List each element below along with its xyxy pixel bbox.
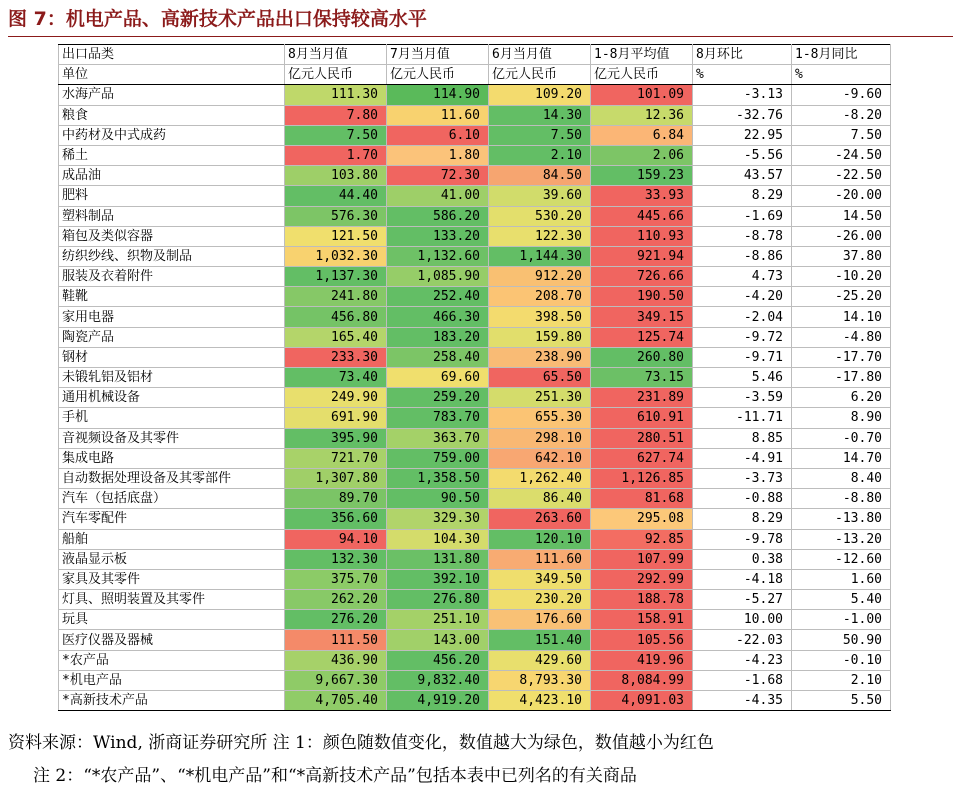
category-cell: 稀土	[59, 145, 285, 165]
value-cell: 133.20	[387, 226, 489, 246]
category-cell: 通用机械设备	[59, 388, 285, 408]
value-cell: 398.50	[489, 307, 591, 327]
value-cell: 466.30	[387, 307, 489, 327]
unit-cell: 亿元人民币	[489, 65, 591, 85]
value-cell: 6.10	[387, 125, 489, 145]
category-cell: 汽车零配件	[59, 509, 285, 529]
table-row	[59, 327, 891, 347]
table-row	[59, 691, 891, 711]
header-cell: 8月当月值	[285, 45, 387, 65]
value-cell: 1,126.85	[591, 468, 693, 488]
value-cell: 22.95	[693, 125, 792, 145]
category-cell: 鞋靴	[59, 287, 285, 307]
value-cell: 7.50	[792, 125, 891, 145]
value-cell: 0.38	[693, 549, 792, 569]
value-cell: 4,091.03	[591, 691, 693, 711]
category-cell: 成品油	[59, 166, 285, 186]
value-cell: 349.50	[489, 569, 591, 589]
value-cell: 121.50	[285, 226, 387, 246]
value-cell: 7.50	[489, 125, 591, 145]
value-cell: -24.50	[792, 145, 891, 165]
unit-cell: 亿元人民币	[285, 65, 387, 85]
value-cell: 50.90	[792, 630, 891, 650]
value-cell: 159.80	[489, 327, 591, 347]
unit-cell: %	[693, 65, 792, 85]
category-cell: 船舶	[59, 529, 285, 549]
export-table	[58, 44, 891, 711]
value-cell: 329.30	[387, 509, 489, 529]
value-cell: 1,137.30	[285, 267, 387, 287]
header-cell: 1-8月同比	[792, 45, 891, 65]
value-cell: 726.66	[591, 267, 693, 287]
value-cell: 122.30	[489, 226, 591, 246]
value-cell: 4,423.10	[489, 691, 591, 711]
category-cell: 塑料制品	[59, 206, 285, 226]
value-cell: 89.70	[285, 489, 387, 509]
value-cell: 375.70	[285, 569, 387, 589]
value-cell: 6.84	[591, 125, 693, 145]
value-cell: -10.20	[792, 267, 891, 287]
table-row	[59, 408, 891, 428]
category-cell: *高新技术产品	[59, 691, 285, 711]
value-cell: 1,262.40	[489, 468, 591, 488]
category-cell: 玩具	[59, 610, 285, 630]
value-cell: 280.51	[591, 428, 693, 448]
value-cell: 92.85	[591, 529, 693, 549]
value-cell: -0.10	[792, 650, 891, 670]
value-cell: 721.70	[285, 448, 387, 468]
table-row	[59, 509, 891, 529]
value-cell: 159.23	[591, 166, 693, 186]
value-cell: 94.10	[285, 529, 387, 549]
value-cell: -17.80	[792, 368, 891, 388]
table-row	[59, 630, 891, 650]
table-row	[59, 105, 891, 125]
unit-cell: 亿元人民币	[387, 65, 489, 85]
table-row	[59, 85, 891, 105]
value-cell: 5.46	[693, 368, 792, 388]
table-row	[59, 368, 891, 388]
value-cell: 14.50	[792, 206, 891, 226]
value-cell: 165.40	[285, 327, 387, 347]
value-cell: -4.35	[693, 691, 792, 711]
value-cell: 73.40	[285, 368, 387, 388]
value-cell: 183.20	[387, 327, 489, 347]
value-cell: -12.60	[792, 549, 891, 569]
value-cell: 84.50	[489, 166, 591, 186]
value-cell: -32.76	[693, 105, 792, 125]
value-cell: -22.50	[792, 166, 891, 186]
value-cell: 1.80	[387, 145, 489, 165]
unit-row	[59, 65, 891, 85]
category-cell: 集成电路	[59, 448, 285, 468]
value-cell: 576.30	[285, 206, 387, 226]
value-cell: 7.80	[285, 105, 387, 125]
category-cell: 服装及衣着附件	[59, 267, 285, 287]
value-cell: 105.56	[591, 630, 693, 650]
category-cell: 粮食	[59, 105, 285, 125]
table-row	[59, 448, 891, 468]
category-cell: 手机	[59, 408, 285, 428]
value-cell: 395.90	[285, 428, 387, 448]
table-row	[59, 489, 891, 509]
value-cell: 132.30	[285, 549, 387, 569]
category-cell: 中药材及中式成药	[59, 125, 285, 145]
table-row	[59, 226, 891, 246]
value-cell: 263.60	[489, 509, 591, 529]
value-cell: 921.94	[591, 246, 693, 266]
value-cell: 530.20	[489, 206, 591, 226]
value-cell: 429.60	[489, 650, 591, 670]
value-cell: 8.90	[792, 408, 891, 428]
value-cell: 233.30	[285, 347, 387, 367]
value-cell: -3.13	[693, 85, 792, 105]
value-cell: 586.20	[387, 206, 489, 226]
value-cell: 12.36	[591, 105, 693, 125]
value-cell: 238.90	[489, 347, 591, 367]
value-cell: 72.30	[387, 166, 489, 186]
value-cell: 1.60	[792, 569, 891, 589]
value-cell: -22.03	[693, 630, 792, 650]
value-cell: 783.70	[387, 408, 489, 428]
table-row	[59, 650, 891, 670]
value-cell: 251.10	[387, 610, 489, 630]
value-cell: 1,307.80	[285, 468, 387, 488]
category-cell: 钢材	[59, 347, 285, 367]
table-row	[59, 590, 891, 610]
value-cell: 1,144.30	[489, 246, 591, 266]
value-cell: 125.74	[591, 327, 693, 347]
value-cell: 295.08	[591, 509, 693, 529]
value-cell: 4.73	[693, 267, 792, 287]
value-cell: 1,085.90	[387, 267, 489, 287]
value-cell: 90.50	[387, 489, 489, 509]
table-row	[59, 267, 891, 287]
value-cell: 81.68	[591, 489, 693, 509]
header-cell: 7月当月值	[387, 45, 489, 65]
value-cell: -3.73	[693, 468, 792, 488]
value-cell: 176.60	[489, 610, 591, 630]
value-cell: 356.60	[285, 509, 387, 529]
value-cell: 8.29	[693, 186, 792, 206]
value-cell: 298.10	[489, 428, 591, 448]
value-cell: 188.78	[591, 590, 693, 610]
value-cell: 456.20	[387, 650, 489, 670]
table-row	[59, 246, 891, 266]
value-cell: -9.78	[693, 529, 792, 549]
value-cell: 103.80	[285, 166, 387, 186]
source-note: 资料来源：Wind, 浙商证券研究所 注 1：颜色随数值变化，数值越大为绿色，数值越小为红色	[8, 733, 714, 753]
table-row	[59, 307, 891, 327]
value-cell: 392.10	[387, 569, 489, 589]
value-cell: -2.04	[693, 307, 792, 327]
value-cell: 249.90	[285, 388, 387, 408]
value-cell: 114.90	[387, 85, 489, 105]
table-row	[59, 468, 891, 488]
value-cell: 276.80	[387, 590, 489, 610]
value-cell: -4.20	[693, 287, 792, 307]
category-cell: 肥料	[59, 186, 285, 206]
value-cell: -8.78	[693, 226, 792, 246]
value-cell: 43.57	[693, 166, 792, 186]
table-row	[59, 388, 891, 408]
value-cell: -9.60	[792, 85, 891, 105]
value-cell: -26.00	[792, 226, 891, 246]
footnote-2: 注 2：“*农产品”、“*机电产品”和“*高新技术产品”包括本表中已列名的有关商品	[33, 766, 637, 786]
header-cell: 1-8月平均值	[591, 45, 693, 65]
value-cell: 759.00	[387, 448, 489, 468]
category-cell: 自动数据处理设备及其零部件	[59, 468, 285, 488]
value-cell: -13.20	[792, 529, 891, 549]
value-cell: -8.86	[693, 246, 792, 266]
value-cell: 231.89	[591, 388, 693, 408]
value-cell: 69.60	[387, 368, 489, 388]
value-cell: 158.91	[591, 610, 693, 630]
table-row	[59, 125, 891, 145]
value-cell: 14.70	[792, 448, 891, 468]
value-cell: 262.20	[285, 590, 387, 610]
header-cell: 6月当月值	[489, 45, 591, 65]
value-cell: 8,084.99	[591, 670, 693, 690]
value-cell: 2.10	[489, 145, 591, 165]
value-cell: -13.80	[792, 509, 891, 529]
table-row	[59, 549, 891, 569]
value-cell: 2.10	[792, 670, 891, 690]
value-cell: 73.15	[591, 368, 693, 388]
unit-cell: 亿元人民币	[591, 65, 693, 85]
value-cell: -4.23	[693, 650, 792, 670]
value-cell: 241.80	[285, 287, 387, 307]
value-cell: 363.70	[387, 428, 489, 448]
value-cell: 1,358.50	[387, 468, 489, 488]
value-cell: -17.70	[792, 347, 891, 367]
value-cell: 258.40	[387, 347, 489, 367]
value-cell: 107.99	[591, 549, 693, 569]
value-cell: 37.80	[792, 246, 891, 266]
table-row	[59, 670, 891, 690]
table-row	[59, 569, 891, 589]
value-cell: 642.10	[489, 448, 591, 468]
value-cell: 8.40	[792, 468, 891, 488]
value-cell: 456.80	[285, 307, 387, 327]
value-cell: -1.00	[792, 610, 891, 630]
header-row	[59, 45, 891, 65]
value-cell: -0.70	[792, 428, 891, 448]
value-cell: -4.18	[693, 569, 792, 589]
value-cell: 111.50	[285, 630, 387, 650]
category-cell: 箱包及类似容器	[59, 226, 285, 246]
table-row	[59, 186, 891, 206]
value-cell: 276.20	[285, 610, 387, 630]
category-cell: 未锻轧铝及铝材	[59, 368, 285, 388]
value-cell: 39.60	[489, 186, 591, 206]
value-cell: 1.70	[285, 145, 387, 165]
value-cell: 7.50	[285, 125, 387, 145]
value-cell: 86.40	[489, 489, 591, 509]
value-cell: -20.00	[792, 186, 891, 206]
category-cell: 灯具、照明装置及其零件	[59, 590, 285, 610]
value-cell: 120.10	[489, 529, 591, 549]
value-cell: 151.40	[489, 630, 591, 650]
value-cell: 41.00	[387, 186, 489, 206]
value-cell: 10.00	[693, 610, 792, 630]
value-cell: 349.15	[591, 307, 693, 327]
value-cell: -8.80	[792, 489, 891, 509]
table-row	[59, 166, 891, 186]
category-cell: 音视频设备及其零件	[59, 428, 285, 448]
category-cell: *农产品	[59, 650, 285, 670]
value-cell: -4.80	[792, 327, 891, 347]
value-cell: 9,667.30	[285, 670, 387, 690]
value-cell: 292.99	[591, 569, 693, 589]
table-row	[59, 347, 891, 367]
category-cell: 水海产品	[59, 85, 285, 105]
table-row	[59, 610, 891, 630]
category-cell: 家具及其零件	[59, 569, 285, 589]
value-cell: -1.69	[693, 206, 792, 226]
value-cell: 101.09	[591, 85, 693, 105]
value-cell: 627.74	[591, 448, 693, 468]
value-cell: 131.80	[387, 549, 489, 569]
value-cell: 14.30	[489, 105, 591, 125]
unit-cell: 单位	[59, 65, 285, 85]
value-cell: 65.50	[489, 368, 591, 388]
title-rule	[8, 36, 953, 37]
category-cell: 液晶显示板	[59, 549, 285, 569]
value-cell: 230.20	[489, 590, 591, 610]
table-row	[59, 428, 891, 448]
value-cell: 104.30	[387, 529, 489, 549]
value-cell: -4.91	[693, 448, 792, 468]
table-row	[59, 529, 891, 549]
value-cell: 33.93	[591, 186, 693, 206]
value-cell: 9,832.40	[387, 670, 489, 690]
value-cell: 44.40	[285, 186, 387, 206]
category-cell: *机电产品	[59, 670, 285, 690]
value-cell: 655.30	[489, 408, 591, 428]
category-cell: 纺织纱线、织物及制品	[59, 246, 285, 266]
value-cell: 251.30	[489, 388, 591, 408]
category-cell: 陶瓷产品	[59, 327, 285, 347]
unit-cell: %	[792, 65, 891, 85]
value-cell: 143.00	[387, 630, 489, 650]
value-cell: 111.30	[285, 85, 387, 105]
value-cell: 8.29	[693, 509, 792, 529]
category-cell: 汽车（包括底盘）	[59, 489, 285, 509]
value-cell: 110.93	[591, 226, 693, 246]
table-body	[59, 45, 891, 711]
category-cell: 医疗仪器及器械	[59, 630, 285, 650]
category-cell: 家用电器	[59, 307, 285, 327]
value-cell: -0.88	[693, 489, 792, 509]
value-cell: -8.20	[792, 105, 891, 125]
figure-title: 图 7：机电产品、高新技术产品出口保持较高水平	[8, 8, 427, 30]
value-cell: 912.20	[489, 267, 591, 287]
value-cell: 4,919.20	[387, 691, 489, 711]
value-cell: 8,793.30	[489, 670, 591, 690]
value-cell: 4,705.40	[285, 691, 387, 711]
header-cell: 出口品类	[59, 45, 285, 65]
value-cell: 2.06	[591, 145, 693, 165]
value-cell: 190.50	[591, 287, 693, 307]
value-cell: 436.90	[285, 650, 387, 670]
value-cell: 8.85	[693, 428, 792, 448]
value-cell: 1,132.60	[387, 246, 489, 266]
value-cell: -25.20	[792, 287, 891, 307]
value-cell: -9.71	[693, 347, 792, 367]
value-cell: 111.60	[489, 549, 591, 569]
value-cell: 5.40	[792, 590, 891, 610]
table-row	[59, 287, 891, 307]
value-cell: 109.20	[489, 85, 591, 105]
value-cell: 252.40	[387, 287, 489, 307]
value-cell: 259.20	[387, 388, 489, 408]
value-cell: -5.56	[693, 145, 792, 165]
value-cell: 419.96	[591, 650, 693, 670]
value-cell: 1,032.30	[285, 246, 387, 266]
table-row	[59, 206, 891, 226]
value-cell: -1.68	[693, 670, 792, 690]
table-row	[59, 145, 891, 165]
value-cell: 445.66	[591, 206, 693, 226]
value-cell: -11.71	[693, 408, 792, 428]
value-cell: 610.91	[591, 408, 693, 428]
value-cell: 5.50	[792, 691, 891, 711]
value-cell: -3.59	[693, 388, 792, 408]
value-cell: -5.27	[693, 590, 792, 610]
value-cell: 14.10	[792, 307, 891, 327]
header-cell: 8月环比	[693, 45, 792, 65]
value-cell: 11.60	[387, 105, 489, 125]
value-cell: 691.90	[285, 408, 387, 428]
value-cell: 6.20	[792, 388, 891, 408]
value-cell: 208.70	[489, 287, 591, 307]
value-cell: -9.72	[693, 327, 792, 347]
value-cell: 260.80	[591, 347, 693, 367]
